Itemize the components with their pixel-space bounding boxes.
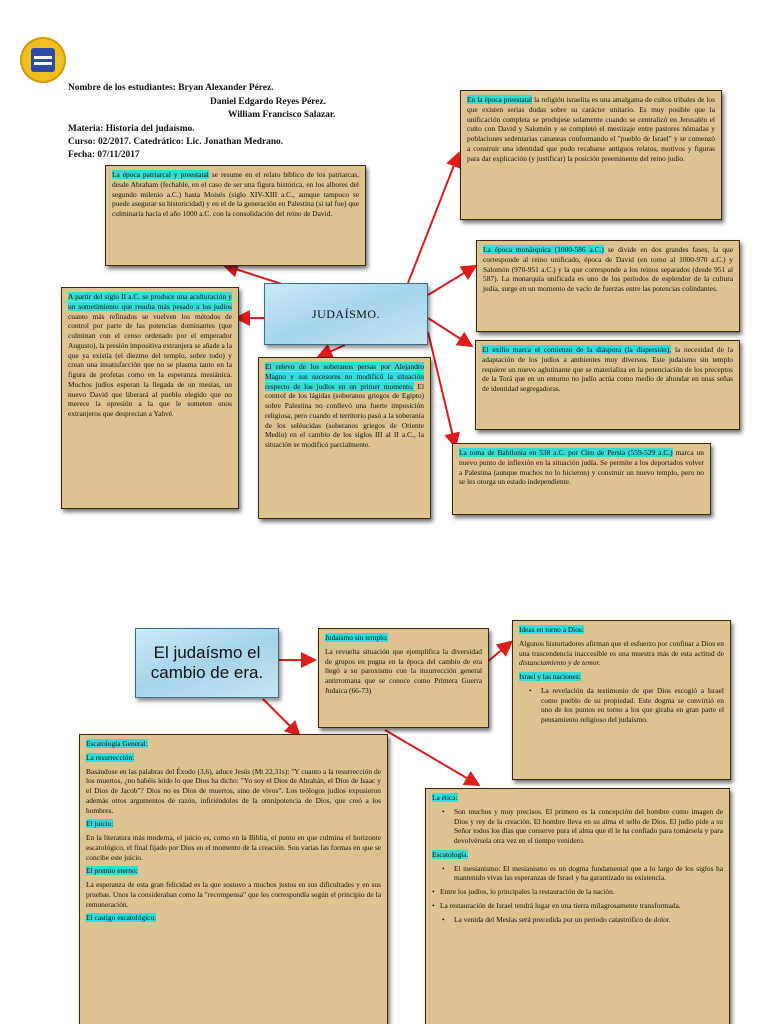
subject-line: Materia: Historia del judaísmo.	[68, 124, 195, 134]
box-ideas-text: Algunos historiadores afirman que el esfuerzo por confinar a Dios en una trascendencia inaccesible es una muestra más de esta actitud de	[519, 638, 724, 658]
box-patriarcal	[105, 165, 366, 266]
box-ideas-heading: Ideas en torno a Dios:	[519, 625, 584, 634]
box-monarquica	[476, 240, 740, 332]
logo-inner-emblem	[31, 48, 55, 72]
box-preestatal-heading: En la época preestatal	[467, 95, 533, 104]
box-persas-heading: El relevo de los soberanos persas por Alejandro Magno y sus sucesores no modificó la situación respecto de los judíos en un primer momento.	[265, 362, 424, 391]
arrow-to-preestatal	[408, 155, 458, 283]
box-sin-templo-heading: Judaísmo sin templo:	[325, 633, 388, 642]
map2-title-box	[135, 628, 279, 698]
box-restauracion-text: • Entre los judíos, lo principales la restauración de la nación.	[432, 887, 723, 897]
box-patriarcal-heading: La época patriarcal y preestatal	[112, 170, 209, 179]
course-line: Curso: 02/2017. Catedrático: Lic. Jonathan Medrano.	[68, 137, 284, 147]
date-line: Fecha: 07/11/2017	[68, 150, 140, 160]
box-juicio-text: En la literatura más moderna, el juicio es, como en la Biblia, el punto en que culmina el horizonte escatológico, el final fijado por Dios en el momento de la creación. Son varias las formas en que se concibe este juicio.	[86, 833, 381, 862]
box-resurreccion-text: Basándose en las palabras del Éxodo (3,6), aduce Jesús (Mt 22,31s): "Y cuanto a la resurrección de los muertos, ¿no habéis leído lo que Dios ha dicho: "Yo soy el Dios de Abrahán, el Dios de Isaac y el Dios de Jacob"? Dios no es Dios de muertos, sino de vivos". Los teólogos judíos expusieron además otros argumentos de razón, infiriéndolos de la omnipotencia de Dios, que creó a los hombres.	[86, 766, 381, 815]
box-babilonia-heading: La toma de Babilonia en 538 a.C. por Ciro de Persia (559-529 a.C.)	[459, 448, 673, 457]
map1-title-box	[264, 283, 428, 345]
box-ideas-dios	[512, 620, 731, 780]
box-juicio-heading: El juicio:	[86, 819, 114, 829]
box-restauracion2-text: • La restauración de Israel tendrá lugar en una tierra milagrosamente transformada.	[432, 901, 723, 911]
box-patriarcal-text: se resume en el relato bíblico de los patriarcas, desde Abraham (fechable, en el caso de ser una figura histórica, en los albores del segundo milenio a.C.) hasta Moisés (siglo XIV-XIII a.C., aunque tampoco se puede asegurar su historicidad) y en el de la generación en Palestina (si tal fue) que culminaría hacia el año 1000 a.C. con la consolidación del reino de David.	[112, 170, 359, 219]
box-mesianismo-text: • El mesianismo: El mesianismo es un dogma fundamental que a lo largo de los siglos ha mantenido vivas las esperanzas de Israel y ha garantizado su existencia.	[432, 864, 723, 884]
logo-inner-stripe	[34, 56, 52, 59]
box-babilonia-text: marca un nuevo punto de inflexión en la situación judía. Se permite a los deportados volver a Palestina (aunque muchos no lo hicieron) y construir un nuevo templo, pero no se les otorga un estado independiente.	[459, 448, 704, 487]
box-persas	[258, 357, 431, 519]
box-babilonia	[452, 443, 711, 515]
arrow-to-etica	[385, 730, 477, 784]
box-siglo2-heading: A partir del siglo II a.C. se produce una aculturación y un sometimiento que resulta más pesado a los judíos	[68, 292, 232, 311]
box-persas-text: El control de los lágidas (soberanos griegos de Egipto) sobre Palestina no conllevó una fuerte imposición religiosa, pero cuando el territorio pasó a la soberanía de los seléucidas (soberanos griegos de Oriente Medio) en el cambio de los siglos III al II a.C., la situación se modificó parcialmente.	[265, 381, 424, 450]
student-names-line3: William Francisco Salazar.	[228, 110, 336, 120]
box-siglo2-text: cuanto más refinados se vuelven los métodos de control por parte de las potencias dominantes (que culminan con el censo ordenado por el emperador Augusto), la presión impositiva extranjera se añade a la que ya existía (el diezmo del templo, sobre todo) y crean una insatisfacción que no se plasma tanto en la figura de profetas como en la esperanza mesiánica. Muchos judíos esperan la llegada de un mesías, un nuevo David que liberará al pueblo elegido que no merece la opresión a la que le someten unos extranjeros que desprecian a Yahvé.	[68, 311, 232, 419]
arrow-to-persas	[320, 345, 345, 356]
box-sin-templo-text: La revuelta situación que ejemplifica la diversidad de grupos en pugna en la época del cambio de era llegó a su paroxismo con la insurrección general antirromana que se conoce como Primera Guerra Judaica (66-73)	[325, 646, 482, 695]
box-israel-heading: Israel y las naciones:	[519, 672, 581, 682]
box-etica-heading: La ética:	[432, 793, 458, 802]
logo-inner-stripe-2	[34, 62, 52, 65]
box-ideas-italic: distanciamiento y de temor.	[519, 658, 601, 668]
box-preestatal-text: la religión israelita es una amalgama de cultos tribales de los que existen serias dudas sobre su carácter unitario. Es muy posible que la unificación completa se produjese solamente cuando se centralizó en Jerusalén el culto con David y Salomón y se completó el mestizaje entre pastores nómadas y poblaciones sedentarias cananeas conformando el "pueblo de Israel" y se comenzó a construir una identidad que pudo recabarse antiguos relatos, motivos y figuras para dar explicación (y justificar) la posición preeminente del reino judío.	[467, 95, 715, 163]
box-monarquica-heading: La época monárquica (1000-586 a.C.)	[483, 245, 604, 254]
box-preestatal	[460, 90, 722, 220]
box-etica-text: • Son muchos y muy precisos. El primero es la concepción del hombre como imagen de Dios y rey de la creación. El hombre lleva en su alma el sello de Dios. El judío pide a su Señor todos los días que conserve pura el alma que él le ha confiado para tomársela y para devolvérsela otra vez en el tiempo venidero.	[432, 807, 723, 846]
box-castigo-heading: El castigo escatológico:	[86, 913, 157, 923]
box-escatologia-heading: Escatología General:	[86, 739, 148, 748]
box-exilio	[475, 340, 740, 430]
university-logo	[20, 37, 66, 83]
box-etica	[425, 788, 730, 1024]
box-venida-text: • La venida del Mesías será precedida por un período catastrófico de dolor.	[432, 915, 723, 925]
box-resurreccion-heading: La resurrección:	[86, 752, 135, 762]
student-names-line1: Nombre de los estudiantes: Bryan Alexander Pérez.	[68, 83, 274, 93]
box-premio-heading: El premio eterno:	[86, 866, 138, 876]
box-exilio-text: la necesidad de la adaptación de los judíos a ambientes muy diversos. Este judaísmo sin templo requiere un nuevo aglutinante que se materializa en la potenciación de los preceptos de la Torá que en un entorno no judío actúa como medio de ahondar en unas señas de identidad segregadoras.	[482, 345, 734, 394]
box-exilio-heading: El exilio marca el comienzo de la diáspora (la dispersión),	[482, 345, 672, 354]
arrow-to-ideas	[486, 643, 510, 663]
box-sin-templo	[318, 628, 489, 728]
box-monarquica-text: se divide en dos grandes fases, la que corresponde al reino unificado, época de David (en torno al 1000-970 a.C.) y Salomón (970-951 a.C.) y la que corresponde a los reinos separados (desde 951 al 587). La monarquía unificada es uno de los períodos de esplendor de la cultura judía, surge en un momento de vacío de fuerzas entre las potencias colindantes.	[483, 245, 733, 294]
box-israel-text: • La revelación da testimonio de que Dios escogió a Israel como pueblo de su propiedad. Este dogma se convirtió en uno de los puntos en torno a los que giraba en gran parte el pensamiento religioso del judaísmo.	[519, 686, 724, 725]
box-escatologia2-heading: Escatología.	[432, 849, 469, 859]
box-premio-text: La esperanza de esta gran felicidad es la que sostuvo a muchos justos en sus dificultades y en sus pruebas. Unos la consideraban como la "recompensa" que les correspondía según el principio de la remuneración.	[86, 880, 381, 909]
map2-title-line1: El judaísmo el	[153, 642, 261, 662]
arrow-to-babilonia	[428, 332, 455, 445]
student-names-line2: Daniel Edgardo Reyes Pérez.	[210, 97, 326, 107]
arrow-to-escatologia	[263, 699, 298, 734]
arrow-to-exilio	[428, 318, 470, 345]
map2-title-line2: cambio de era.	[150, 663, 264, 682]
map1-title: JUDAÍSMO.	[311, 306, 381, 321]
arrow-to-monarquica	[428, 267, 474, 295]
box-siglo2	[61, 287, 239, 509]
box-escatologia-general	[79, 734, 388, 1024]
